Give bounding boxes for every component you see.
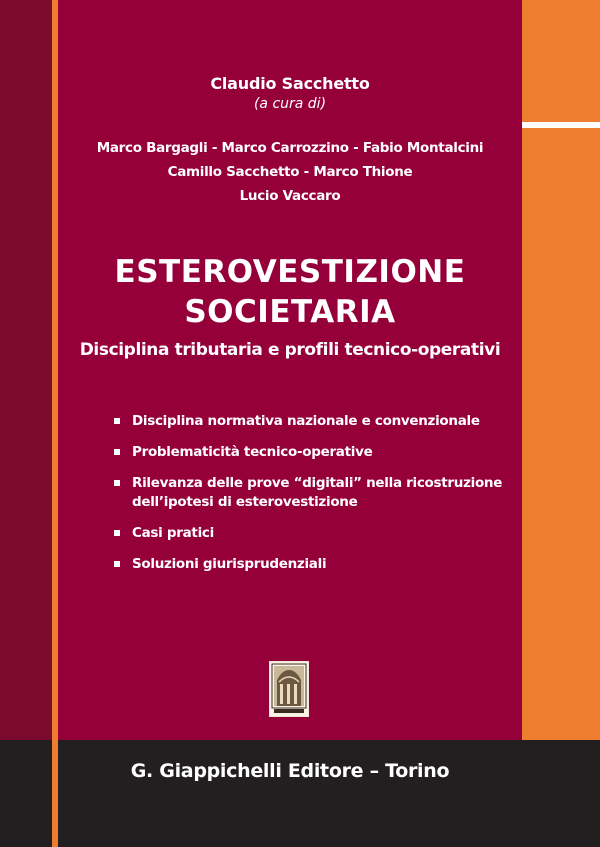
editor-name: Claudio Sacchetto bbox=[210, 74, 370, 93]
bullet-square-icon bbox=[114, 480, 120, 486]
left-orange-rule bbox=[52, 0, 58, 847]
authors-line: Lucio Vaccaro bbox=[239, 188, 341, 204]
authors-line: Camillo Sacchetto - Marco Thione bbox=[167, 164, 413, 180]
publisher-name: G. Giappichelli Editore – Torino bbox=[130, 760, 450, 782]
bullet-square-icon bbox=[114, 530, 120, 536]
list-item: Casi pratici bbox=[114, 524, 514, 543]
editor-role: (a cura di) bbox=[253, 96, 327, 112]
footer-band bbox=[0, 740, 600, 847]
bullet-square-icon bbox=[114, 449, 120, 455]
authors-line: Marco Bargagli - Marco Carrozzino - Fabio Montalcini bbox=[96, 140, 484, 156]
title-line-1: ESTEROVESTIZIONE bbox=[114, 254, 466, 290]
authors-list bbox=[58, 136, 522, 208]
bullet-square-icon bbox=[114, 418, 120, 424]
topics-list bbox=[114, 412, 514, 586]
book-title bbox=[58, 252, 522, 332]
right-white-rule bbox=[522, 122, 600, 128]
list-item: Soluzioni giurisprudenziali bbox=[114, 555, 514, 574]
list-item: Problematicità tecnico-operative bbox=[114, 443, 514, 462]
right-orange-band bbox=[522, 0, 600, 740]
publisher-logo-icon bbox=[269, 661, 309, 717]
left-dark-band bbox=[0, 0, 52, 740]
list-item: Rilevanza delle prove “digitali” nella ricostruzione dell’ipotesi di esterovestizione bbox=[114, 474, 514, 512]
bullet-square-icon bbox=[114, 561, 120, 567]
book-subtitle: Disciplina tributaria e profili tecnico-operativi bbox=[79, 340, 501, 360]
title-line-2: SOCIETARIA bbox=[184, 294, 396, 330]
list-item: Disciplina normativa nazionale e convenzionale bbox=[114, 412, 514, 431]
